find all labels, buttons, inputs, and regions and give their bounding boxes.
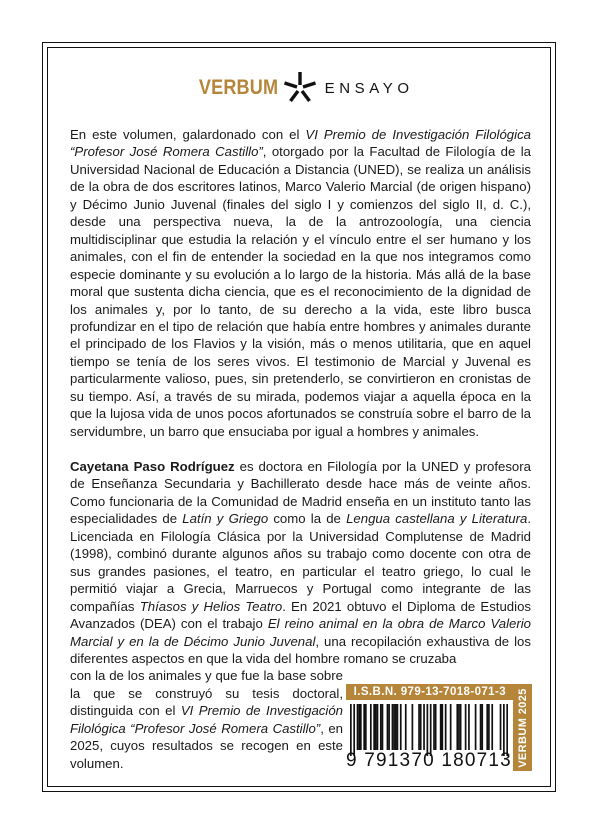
barcode-bar xyxy=(357,704,359,750)
barcode-bar xyxy=(353,704,355,756)
barcode-bar xyxy=(500,704,502,750)
barcode-bar xyxy=(412,704,414,750)
barcode-bar xyxy=(358,704,360,750)
barcode-bar xyxy=(481,704,483,750)
barcode-bar xyxy=(423,704,425,750)
barcode-bar xyxy=(387,704,389,750)
barcode-bar xyxy=(392,704,394,750)
bio-italic: Latín y Griego xyxy=(182,511,269,527)
barcode-bar xyxy=(393,704,395,750)
barcode-bar xyxy=(388,704,390,750)
author-name: Cayetana Paso Rodríguez xyxy=(70,459,235,474)
synopsis-paragraph xyxy=(70,126,531,440)
synopsis-text: En este volumen, galardonado con el xyxy=(70,127,306,142)
barcode-bar xyxy=(486,704,488,750)
barcode-bar xyxy=(395,704,397,750)
barcode-digits: 9 791370 180713 xyxy=(346,750,512,771)
barcode-bar xyxy=(458,704,460,750)
barcode xyxy=(350,704,508,756)
bio-text: . En 2021 obtuvo el Diploma de Estudios Avanzados (DEA) con el trabajo xyxy=(70,598,531,632)
barcode-bar xyxy=(427,704,429,756)
barcode-bar xyxy=(420,704,422,750)
barcode-bar xyxy=(382,704,384,750)
barcode-bar xyxy=(405,704,407,750)
barcode-bar xyxy=(450,704,452,750)
barcode-bar xyxy=(400,704,402,750)
bio-text: , en 2025, cuyos resultados se recogen en este volumen. xyxy=(70,720,344,771)
isbn-side-label: VERBUM 2025 xyxy=(516,687,529,768)
barcode-bar xyxy=(506,704,508,756)
barcode-bar xyxy=(503,704,505,756)
barcode-bar xyxy=(363,704,365,750)
publisher-logo xyxy=(0,68,600,108)
bio-tail xyxy=(70,667,343,772)
barcode-bar xyxy=(377,704,379,750)
barcode-bar xyxy=(445,704,447,750)
barcode-bar xyxy=(360,704,362,750)
bio-text: , una recopilación exhaustiva de los diferentes aspectos en que la vida del hombre romano se cruzaba xyxy=(70,633,531,666)
logo-brand: VERBUM xyxy=(199,76,279,99)
barcode-bar xyxy=(418,704,420,750)
bio-text: con la de los animales y que fue la base sobre la que se construyó su tesis doctoral, distinguida con el xyxy=(70,668,343,719)
barcode-bar xyxy=(491,704,493,750)
star-icon xyxy=(283,71,317,105)
award-title: VI Premio de Investigación Filológica “Profesor José Romera Castillo” xyxy=(70,127,531,160)
bio-italic: Lengua castellana y Literatura xyxy=(346,511,528,527)
barcode-bar xyxy=(375,704,377,750)
synopsis-text: , otorgado por la Facultad de Filología de la Universidad Nacional de Educación a Distancia (UNED), se realiza un análisis de la obra de dos escritores latinos, Marco Valerio Marcial (de origen hispano) y Décimo Junio Juvenal (finales del siglo I y comienzos del siglo II, d. C.), desde una perspectiva nueva, la de la antrozoología, una ciencia multidisciplinar que estudia la relación y el vínculo entre el ser humano y los animales, con el fin de entender la sociedad en la que nos integramos como especie dominante y su evolución a lo largo de la historia. Más allá de la base moral que sustenta dicha ciencia, que es el reconocimiento de la dignidad de los animales y, por lo tanto, de su derecho a la vida, este libro busca profundizar en el tipo de relación que había entre hombres y animales durante el principado de los Flavios y la visión, más o menos utilitaria, que en aquel tiempo se tenía de los seres vivos. El testimonio de Marcial y Juvenal es particularmente valioso, pues, sin pretenderlo, se convirtieron en cronistas de su tiempo. Así, a través de su mirada, podemos viajar a aquella época en la que la lujosa vida de unos pocos afortunados se construía sobre el barro de la servidumbre, un barro que ensuciaba por igual a hombres y animales. xyxy=(70,144,531,439)
company-names: Thíasos y Helios Teatro xyxy=(139,598,283,614)
barcode-bar xyxy=(435,704,437,750)
barcode-bar xyxy=(440,704,442,750)
barcode-bar xyxy=(488,704,490,750)
bio-text: . Licenciada en Filología Clásica por la Universidad Complutense de Madrid (1998), combinó durante algunos años su trabajo como docente con otra de sus grandes pasiones, el teatro, en particular el teatro griego, lo cual le permitió viajar a Grecia, Marruecos y Portugal como integrante de las compañías xyxy=(70,511,531,614)
barcode-bar xyxy=(456,704,458,750)
barcode-bar xyxy=(480,704,482,750)
barcode-bar xyxy=(373,704,375,750)
barcode-bar xyxy=(468,704,470,750)
barcode-bar xyxy=(441,704,443,750)
bio-text: es doctora en Filología por la UNED y profesora de Enseñanza Secundaria y Bachillerato desde hace más de veinte años. Como funcionaria de la Comunidad de Madrid enseña en un instituto tanto las especialidades de xyxy=(70,459,531,527)
barcode-bar xyxy=(430,704,432,756)
barcode-bar xyxy=(460,704,462,750)
barcode-bar xyxy=(350,704,352,756)
award-title: VI Premio de Investigación Filológica “Profesor José Romera Castillo” xyxy=(70,703,343,736)
logo-collection: ENSAYO xyxy=(324,79,414,97)
isbn-side-strip xyxy=(513,684,532,771)
barcode-bar xyxy=(433,704,435,750)
dea-title: El reino animal en la obra de Marco Valerio Marcial y en la de Décimo Junio Juvenal xyxy=(70,616,532,649)
barcode-bar xyxy=(475,704,477,750)
barcode-bar xyxy=(370,704,372,750)
barcode-bar xyxy=(365,704,367,750)
barcode-bar xyxy=(380,704,382,750)
bio-text: como la de xyxy=(268,511,347,527)
isbn-label: I.S.B.N. 979-13-7018-071-3 xyxy=(346,684,532,700)
barcode-bar xyxy=(465,704,467,750)
barcode-bar xyxy=(397,704,399,750)
isbn-block xyxy=(346,684,532,771)
